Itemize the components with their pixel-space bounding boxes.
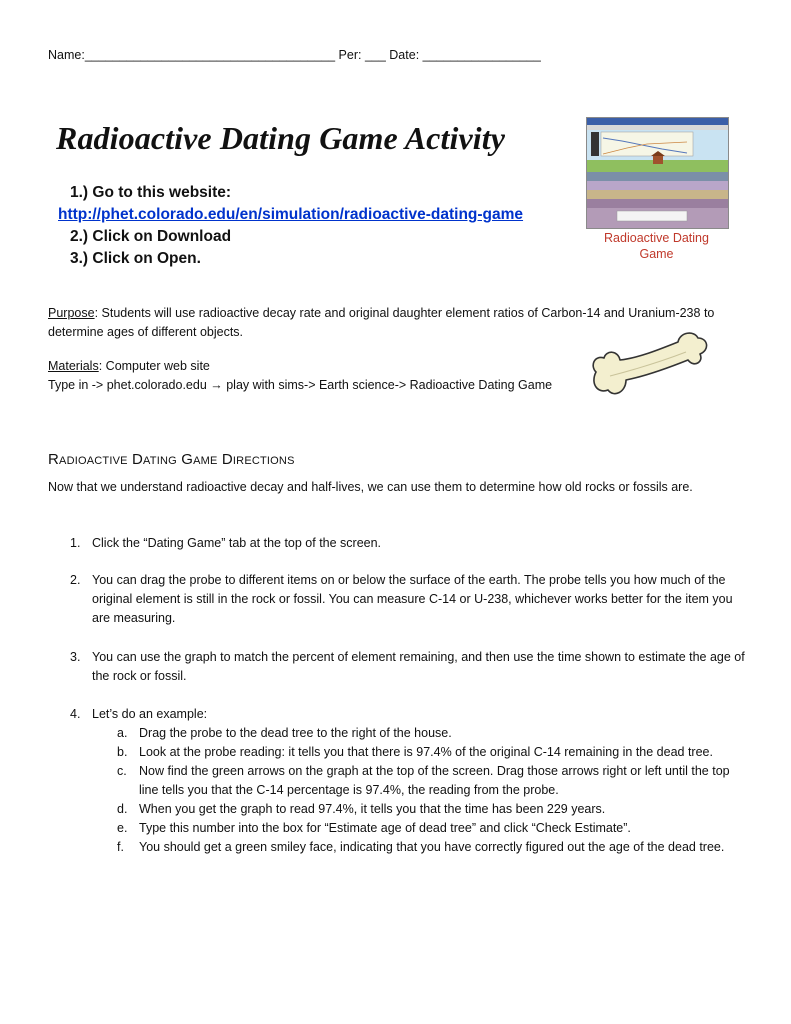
list-number: 1.: [70, 536, 81, 550]
purpose-label: Purpose: [48, 306, 95, 320]
list-item: [70, 648, 746, 686]
list-text: You can drag the probe to different items on or below the surface of the earth. The probe tells you how much of the original element is still in the rock or fossil. You can measure C-14 or U-238, whichever works better for the item you are measuring.: [92, 573, 733, 625]
directions-heading: Radioactive Dating Game Directions: [48, 451, 295, 468]
simulation-thumbnail[interactable]: [586, 117, 729, 229]
sub-list-item: [117, 819, 746, 838]
list-text: You can use the graph to match the percent of element remaining, and then use the time shown to estimate the age of the rock or fossil.: [92, 650, 745, 683]
directions-intro: Now that we understand radioactive decay and half-lives, we can use them to determine how old rocks or fossils are.: [48, 480, 693, 494]
sub-list-letter: c.: [117, 764, 127, 778]
list-text: Click the “Dating Game” tab at the top of the screen.: [92, 536, 382, 550]
step-3: 3.) Click on Open.: [70, 250, 201, 267]
list-item: [70, 534, 746, 553]
sub-list-item: [117, 724, 746, 743]
list-number: 3.: [70, 650, 81, 664]
page-title: Radioactive Dating Game Activity: [56, 120, 506, 156]
sub-list-letter: a.: [117, 726, 128, 740]
materials-navigation-path: Type in -> phet.colorado.edu → play with sims-> Earth science-> Radioactive Dating Game: [48, 378, 553, 392]
bone-image: [588, 328, 713, 403]
sub-list-text: Now find the green arrows on the graph at the top of the screen. Drag those arrows right or left until the top line tells you that the C-14 percentage is 97.4%, the reading from the probe.: [139, 764, 730, 797]
sub-list-text: Type this number into the box for “Estimate age of dead tree” and click “Check Estimate”.: [139, 821, 631, 835]
sub-list-text: You should get a green smiley face, indicating that you have correctly figured out the age of the dead tree.: [139, 840, 725, 854]
sub-list-text: When you get the graph to read 97.4%, it tells you that the time has been 229 years.: [139, 802, 606, 816]
simulation-link[interactable]: http://phet.colorado.edu/en/simulation/radioactive-dating-game: [58, 206, 524, 223]
sub-list-letter: b.: [117, 745, 128, 759]
list-text: Let’s do an example:: [92, 707, 208, 721]
sub-list-item: [117, 743, 746, 762]
thumbnail-caption: Radioactive Dating Game: [604, 231, 709, 261]
sub-list-letter: e.: [117, 821, 128, 835]
name-period-date-line: Name:____________________________________ Per: ___ Date: _________________: [48, 48, 541, 62]
setup-steps: [60, 182, 523, 270]
sub-list-item: [117, 762, 746, 800]
step-2: 2.) Click on Download: [70, 228, 232, 245]
purpose-text: : Students will use radioactive decay rate and original daughter element ratios of Carbon-14 and Uranium-238 to determine ages of different objects.: [48, 306, 715, 339]
list-item: [70, 705, 746, 857]
step-1: 1.) Go to this website:: [70, 184, 232, 201]
materials-text: : Computer web site: [98, 359, 210, 373]
sub-list-text: Look at the probe reading: it tells you that there is 97.4% of the original C-14 remaining in the dead tree.: [139, 745, 713, 759]
materials-label: Materials: [48, 359, 99, 373]
list-item: [70, 571, 746, 628]
sub-list-text: Drag the probe to the dead tree to the right of the house.: [139, 726, 452, 740]
list-number: 4.: [70, 707, 81, 721]
sub-list-item: [117, 800, 746, 819]
simulation-preview-image: [587, 118, 728, 228]
sub-list-item: [117, 838, 746, 857]
sub-list-letter: d.: [117, 802, 128, 816]
sub-list-letter: f.: [117, 840, 124, 854]
list-number: 2.: [70, 573, 81, 587]
